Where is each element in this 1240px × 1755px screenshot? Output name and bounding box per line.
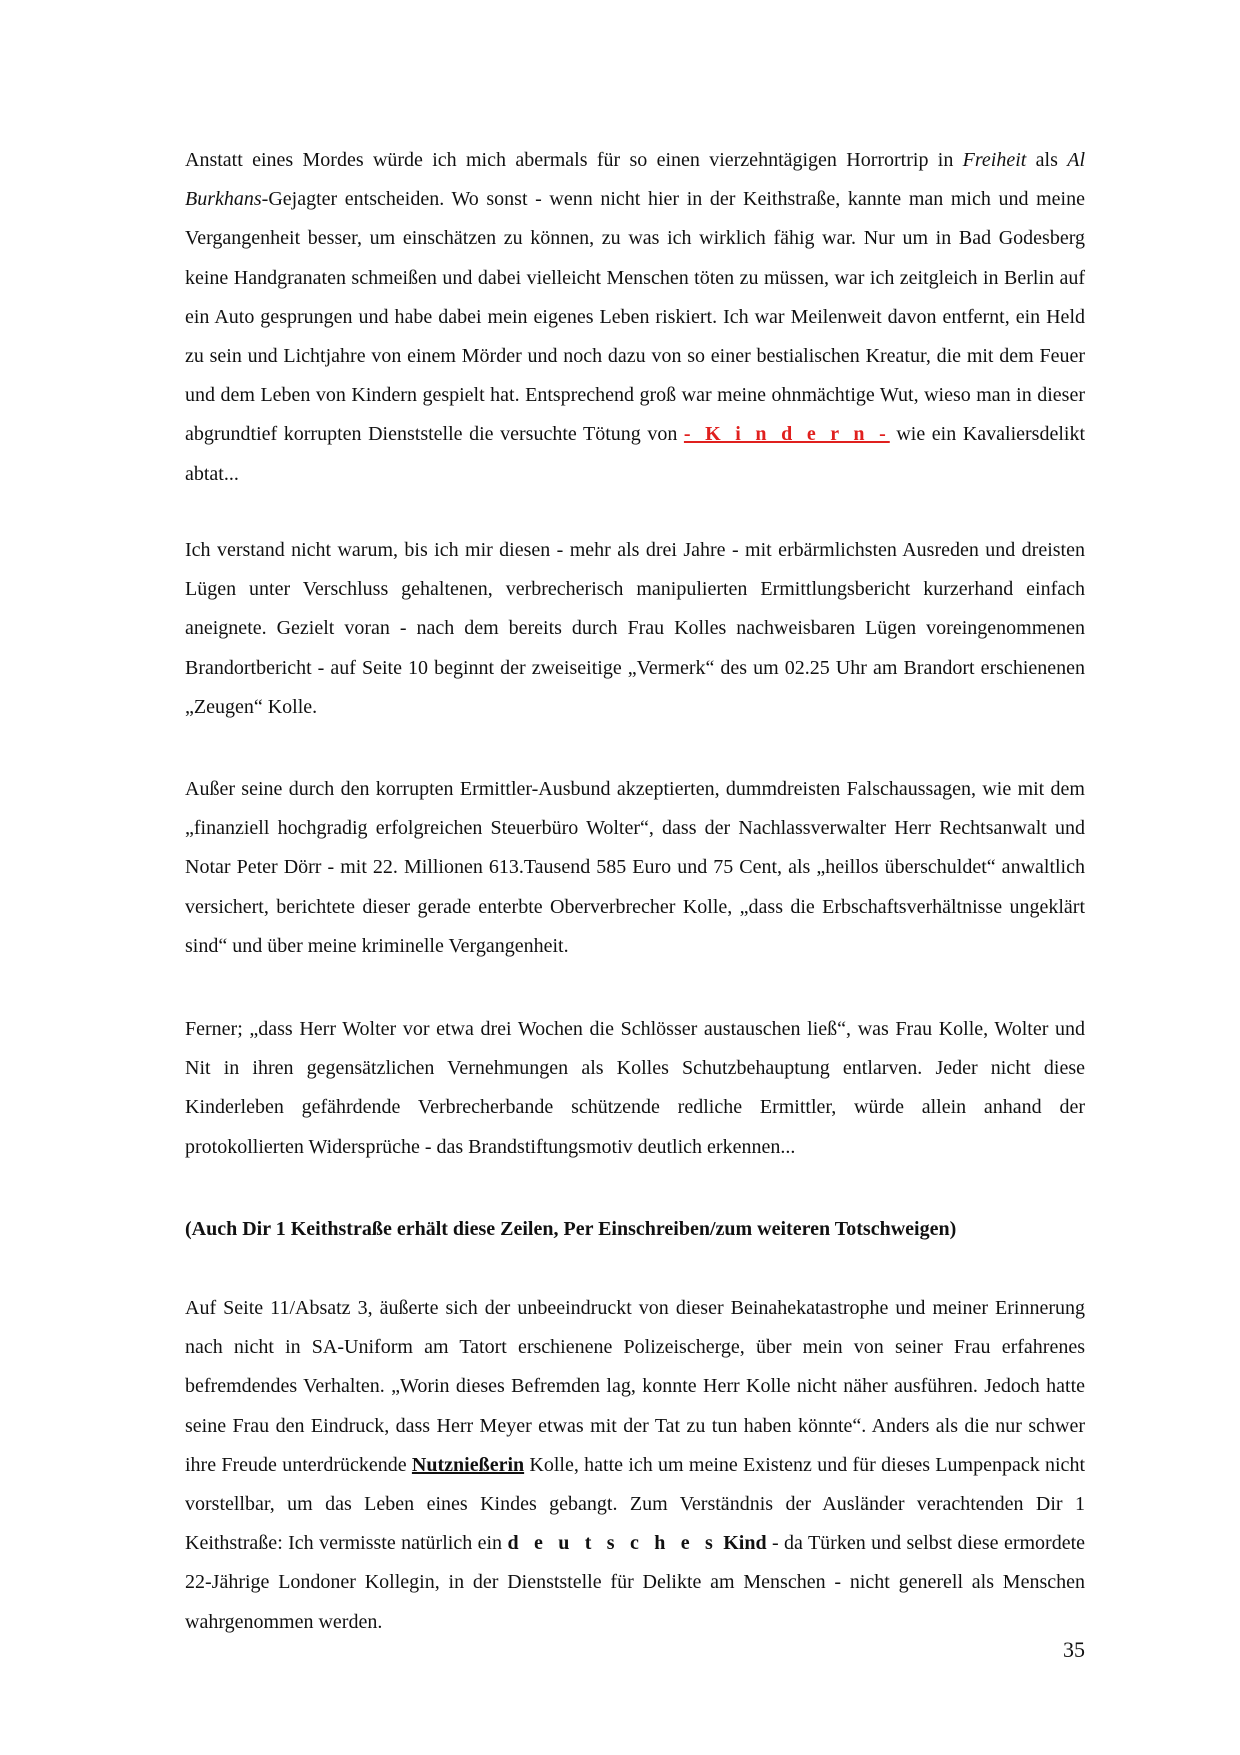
- p1-text-2: als: [1026, 149, 1068, 171]
- paragraph-1: [185, 141, 1085, 494]
- p6-text-3: - da Türken und selbst diese ermordete 22-Jährige Londoner Kollegin, in der Dienststelle für Delikte am Menschen - nicht generell als Menschen wahrgenommen werden.: [185, 1532, 1086, 1633]
- p6-text-2: Kolle, hatte ich um meine Existenz und für dieses Lumpenpack nicht vorstellbar, um das Leben eines Kindes gebangt. Zum Verständnis der Ausländer verachtenden Dir 1 Keithstraße: Ich vermisste natürlich ein: [185, 1453, 1085, 1555]
- p6-emphasis-nutzniesserin: Nutznießerin: [411, 1453, 525, 1476]
- p1-text-1: Anstatt eines Mordes würde ich mich abermals für so einen vierzehntägigen Horrortrip in: [185, 149, 963, 171]
- paragraph-4: Ferner; „dass Herr Wolter vor etwa drei Wochen die Schlösser austauschen ließ“, was Frau Kolle, Wolter und Nit in ihren gegensätzlichen Vernehmungen als Kolles Schutzbehauptung entlarven. Jeder nicht diese Kinderleben gefährdende Verbrecherbande schützende redliche Ermittler, würde allein anhand der protokollierten Widersprüche - das Brandstiftungsmotiv deutlich erkennen...: [185, 1018, 1085, 1158]
- paragraph-2: Ich verstand nicht warum, bis ich mir diesen - mehr als drei Jahre - mit erbärmlichsten Ausreden und dreisten Lügen unter Verschluss gehaltenen, verbrecherisch manipulierten Ermittlungsbericht kurzerhand einfach aneignete. Gezielt voran - nach dem bereits durch Frau Kolles nachweisbaren Lügen voreingenommenen Brandortbericht - auf Seite 10 beginnt der zweiseitige „Vermerk“ des um 02.25 Uhr am Brandort erschienenen „Zeugen“ Kolle.: [185, 539, 1085, 718]
- bold-note-line: (Auch Dir 1 Keithstraße erhält diese Zeilen, Per Einschreiben/zum weiteren Totschweigen): [185, 1218, 957, 1240]
- p6-emphasis-kind: Kind: [717, 1532, 767, 1555]
- p1-text-3: -Gejagter entscheiden. Wo sonst - wenn nicht hier in der Keithstraße, kannte man mich und meine Vergangenheit besser, um einschätzen zu können, zu was ich wirklich fähig war. Nur um in Bad Godesberg keine Handgranaten schmeißen und dabei vielleicht Menschen töten zu müssen, war ich zeitgleich in Berlin auf ein Auto gesprungen und habe dabei mein eigenes Leben riskiert. Ich war Meilenweit davon entfernt, ein Held zu sein und Lichtjahre von einem Mörder und noch dazu von so einer bestialischen Kreatur, die mit dem Feuer und dem Leben von Kindern gespielt hat. Entsprechend groß war meine ohnmächtige Wut, wieso man in dieser abgrundtief korrupten Dienststelle die versuchte Tötung von: [185, 188, 1085, 446]
- p6-text-1: Auf Seite 11/Absatz 3, äußerte sich der unbeeindruckt von dieser Beinahekatastrophe und meiner Erinnerung nach nicht in SA-Uniform am Tatort erschienene Polizeischerge, über mein von seiner Frau erfahrenes befremdendes Verhalten. „Worin dieses Befremden lag, konnte Herr Kolle nicht näher ausführen. Jedoch hatte seine Frau den Eindruck, dass Herr Meyer etwas mit der Tat zu tun haben könnte“. Anders als die nur schwer ihre Freude unterdrückende: [185, 1297, 1085, 1476]
- p1-italic-freiheit: Freiheit: [962, 149, 1027, 171]
- p1-emphasis-kindern: - K i n d e r n -: [683, 423, 890, 446]
- paragraph-3: Außer seine durch den korrupten Ermittler-Ausbund akzeptierten, dummdreisten Falschaussagen, wie mit dem „finanziell hochgradig erfolgreichen Steuerbüro Wolter“, dass der Nachlassverwalter Herr Rechtsanwalt und Notar Peter Dörr - mit 22. Millionen 613.Tausend 585 Euro und 75 Cent, als „heillos überschuldet“ anwaltlich versichert, berichtete dieser gerade enterbte Oberverbrecher Kolle, „dass die Erbschaftsverhältnisse ungeklärt sind“ und über meine kriminelle Vergangenheit.: [185, 778, 1085, 957]
- p6-emphasis-deutsches: d e u t s c h e s: [507, 1532, 718, 1555]
- p1-italic-burkhans: Al Burkhans: [185, 149, 1086, 211]
- paragraph-6: [185, 1289, 1085, 1642]
- p1-text-4: wie ein Kavaliersdelikt abtat...: [185, 423, 1085, 485]
- page-number: 35: [1063, 1637, 1085, 1662]
